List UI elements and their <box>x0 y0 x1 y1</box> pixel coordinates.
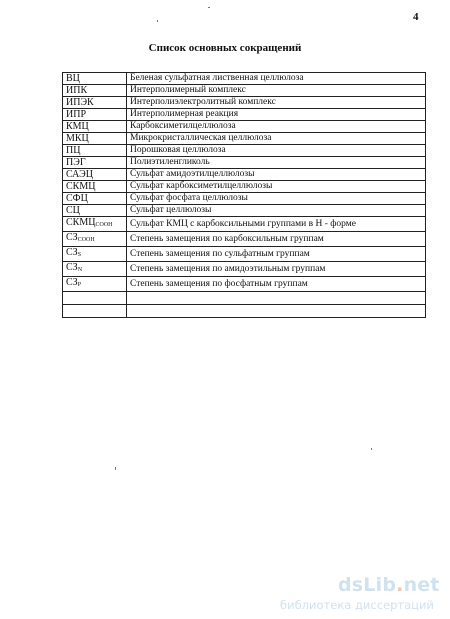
scan-speck <box>115 467 116 470</box>
table-row <box>63 247 426 262</box>
abbreviation-cell <box>63 232 127 247</box>
table-row <box>63 121 426 133</box>
table-row <box>63 181 426 193</box>
abbreviation-cell <box>63 85 127 97</box>
abbreviation-text: СЦ <box>66 205 80 216</box>
table-row <box>63 85 426 97</box>
abbreviation-cell <box>63 205 127 217</box>
abbreviation-text: МКЦ <box>66 133 89 144</box>
abbreviation-text: ВЦ <box>66 73 80 84</box>
watermark-logo-dot: . <box>396 574 404 596</box>
empty-cell <box>127 305 426 318</box>
meaning-cell: Степень замещения по фосфатным группам <box>127 277 426 292</box>
table-row <box>63 169 426 181</box>
abbreviation-cell <box>63 145 127 157</box>
watermark-subtitle: библиотека диссертаций <box>280 598 434 612</box>
abbreviation-text: САЭЦ <box>66 169 93 180</box>
abbreviation-subscript: N <box>77 267 83 273</box>
meaning-cell: Карбоксиметилцеллюлоза <box>127 121 426 133</box>
abbreviation-cell <box>63 121 127 133</box>
abbreviation-text: КМЦ <box>66 121 89 132</box>
abbreviation-text: ИПЭК <box>66 97 94 108</box>
meaning-cell: Порошковая целлюлоза <box>127 145 426 157</box>
table-row <box>63 97 426 109</box>
abbreviation-subscript: P <box>77 282 82 288</box>
empty-table-row <box>63 305 426 318</box>
abbreviation-cell <box>63 193 127 205</box>
abbreviation-text: ПЦ <box>66 145 81 156</box>
abbreviation-cell <box>63 109 127 121</box>
page-title: Список основных сокращений <box>148 42 302 54</box>
abbreviation-subscript: СООН <box>95 222 113 228</box>
meaning-cell: Сульфат целлюлозы <box>127 205 426 217</box>
abbreviations-table-body <box>63 73 426 318</box>
meaning-cell: Сульфат КМЦ с карбоксильными группами в Н - форме <box>127 217 426 232</box>
table-row <box>63 217 426 232</box>
table-row <box>63 232 426 247</box>
meaning-cell: Сульфат амидоэтилцеллюлозы <box>127 169 426 181</box>
abbreviation-text: ПЭГ <box>66 157 86 168</box>
scan-speck <box>208 7 210 8</box>
abbreviation-text: ИПР <box>66 109 87 120</box>
table-row <box>63 73 426 85</box>
meaning-cell: Степень замещения по амидоэтильным группам <box>127 262 426 277</box>
abbreviation-cell <box>63 262 127 277</box>
empty-cell <box>63 292 127 305</box>
empty-cell <box>127 292 426 305</box>
table-row <box>63 133 426 145</box>
abbreviation-cell <box>63 97 127 109</box>
abbreviation-cell <box>63 247 127 262</box>
table-row <box>63 157 426 169</box>
meaning-cell: Степень замещения по сульфатным группам <box>127 247 426 262</box>
abbreviation-text: СЗ <box>66 232 78 243</box>
watermark-logo-tld: net <box>403 574 440 596</box>
meaning-cell: Микрокристаллическая целлюлоза <box>127 133 426 145</box>
table-row <box>63 145 426 157</box>
abbreviation-text: СКМЦ <box>66 217 96 228</box>
abbreviation-cell <box>63 157 127 169</box>
meaning-cell: Беленая сульфатная лиственная целлюлоза <box>127 73 426 85</box>
table-row <box>63 193 426 205</box>
meaning-cell: Сульфат карбоксиметилцеллюлозы <box>127 181 426 193</box>
abbreviation-cell <box>63 73 127 85</box>
abbreviations-table <box>62 72 426 318</box>
abbreviation-text: СКМЦ <box>66 181 96 192</box>
table-row <box>63 262 426 277</box>
meaning-cell: Сульфат фосфата целлюлозы <box>127 193 426 205</box>
meaning-cell: Интерполиэлектролитный комплекс <box>127 97 426 109</box>
abbreviation-cell <box>63 169 127 181</box>
meaning-cell: Интерполимерная реакция <box>127 109 426 121</box>
empty-cell <box>63 305 127 318</box>
meaning-cell: Степень замещения по карбоксильным группам <box>127 232 426 247</box>
abbreviation-text: ИПК <box>66 85 88 96</box>
meaning-cell: Полиэтиленгликоль <box>127 157 426 169</box>
abbreviation-text: СЗ <box>66 277 78 288</box>
table-row <box>63 277 426 292</box>
abbreviation-subscript: S <box>77 252 82 258</box>
table-row <box>63 205 426 217</box>
abbreviation-cell <box>63 277 127 292</box>
meaning-cell: Интерполимерный комплекс <box>127 85 426 97</box>
table-row <box>63 109 426 121</box>
abbreviation-cell <box>63 181 127 193</box>
abbreviation-cell <box>63 217 127 232</box>
watermark-logo <box>338 574 440 596</box>
page-number: 4 <box>413 11 419 23</box>
abbreviation-text: СЗ <box>66 262 78 273</box>
abbreviation-subscript: СООН <box>77 237 95 243</box>
abbreviation-cell <box>63 133 127 145</box>
scan-speck <box>157 20 158 22</box>
empty-table-row <box>63 292 426 305</box>
watermark-logo-main: dsLib <box>338 574 397 596</box>
abbreviation-text: СЗ <box>66 247 78 258</box>
abbreviation-text: СФЦ <box>66 193 88 204</box>
scan-speck <box>371 448 372 450</box>
